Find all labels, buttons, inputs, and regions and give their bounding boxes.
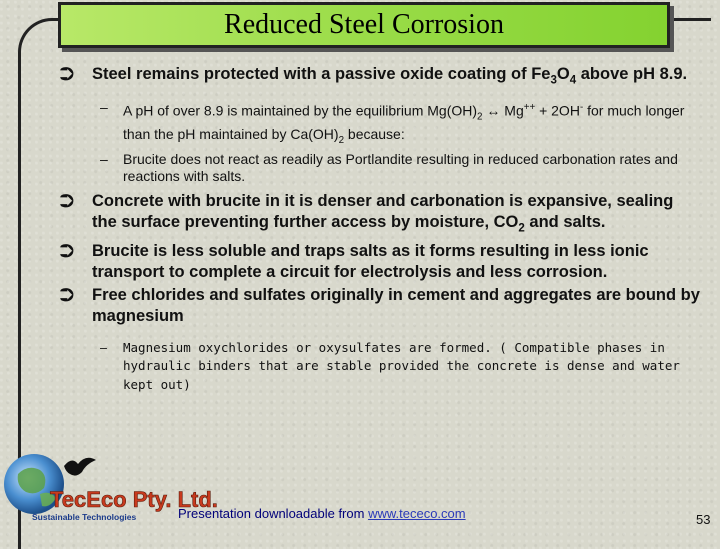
- bullet-arrow-icon: ⮊: [60, 240, 74, 261]
- bullet-arrow-icon: ⮊: [60, 190, 74, 211]
- slide-title: Reduced Steel Corrosion: [224, 9, 504, 40]
- subbullet-note: – Magnesium oxychlorides or oxysulfates are formed. ( Compatible phases in hydraulic binders that are stable provided the concrete is dense and water kept out): [100, 339, 680, 392]
- bullet-4: ⮊ Free chlorides and sulfates originally in cement and aggregates are bound by magnesium: [60, 284, 700, 325]
- title-box: [58, 2, 670, 48]
- dash: –: [100, 99, 108, 116]
- footer-link[interactable]: www.tececo.com: [368, 506, 466, 521]
- bird-icon: [64, 458, 96, 476]
- bullet-arrow-icon: ⮊: [60, 284, 74, 305]
- bullet-2: ⮊ Concrete with brucite in it is denser and carbonation is expansive, sealing the surface preventing further access by moisture, $CO_2$ and salts.: [60, 190, 674, 234]
- subbullet-2: – Brucite does not react as readily as Portlandite resulting in reduced carbonation rates and reactions with salts.: [100, 150, 678, 185]
- logo-name: TecEco Pty. Ltd.: [50, 487, 218, 512]
- footer: Presentation downloadable from www.tececo.com: [178, 506, 466, 521]
- dash: –: [100, 150, 108, 167]
- bullet-arrow-icon: ⮊: [60, 64, 74, 84]
- logo-tagline: Sustainable Technologies: [32, 512, 137, 522]
- slide-content: [60, 64, 700, 394]
- bullet-3: ⮊ Brucite is less soluble and traps salts as it forms resulting in less ionic transport to complete a circuit for electrolysis and less corrosion.: [60, 240, 649, 281]
- page-number: 53: [696, 512, 711, 527]
- subbullet-1: – A pH of over 8.9 is maintained by the equilibrium $Mg(OH)_2$ ↔ Mg++ + 2OH- for much longer than the pH maintained by $Ca(OH)_2$ because:: [100, 99, 685, 147]
- dash: –: [100, 340, 107, 355]
- tececo-logo: [0, 450, 218, 540]
- bullet-1: ⮊ Steel remains protected with a passive oxide coating of $Fe_3O_4$ above pH 8.9.: [60, 64, 688, 87]
